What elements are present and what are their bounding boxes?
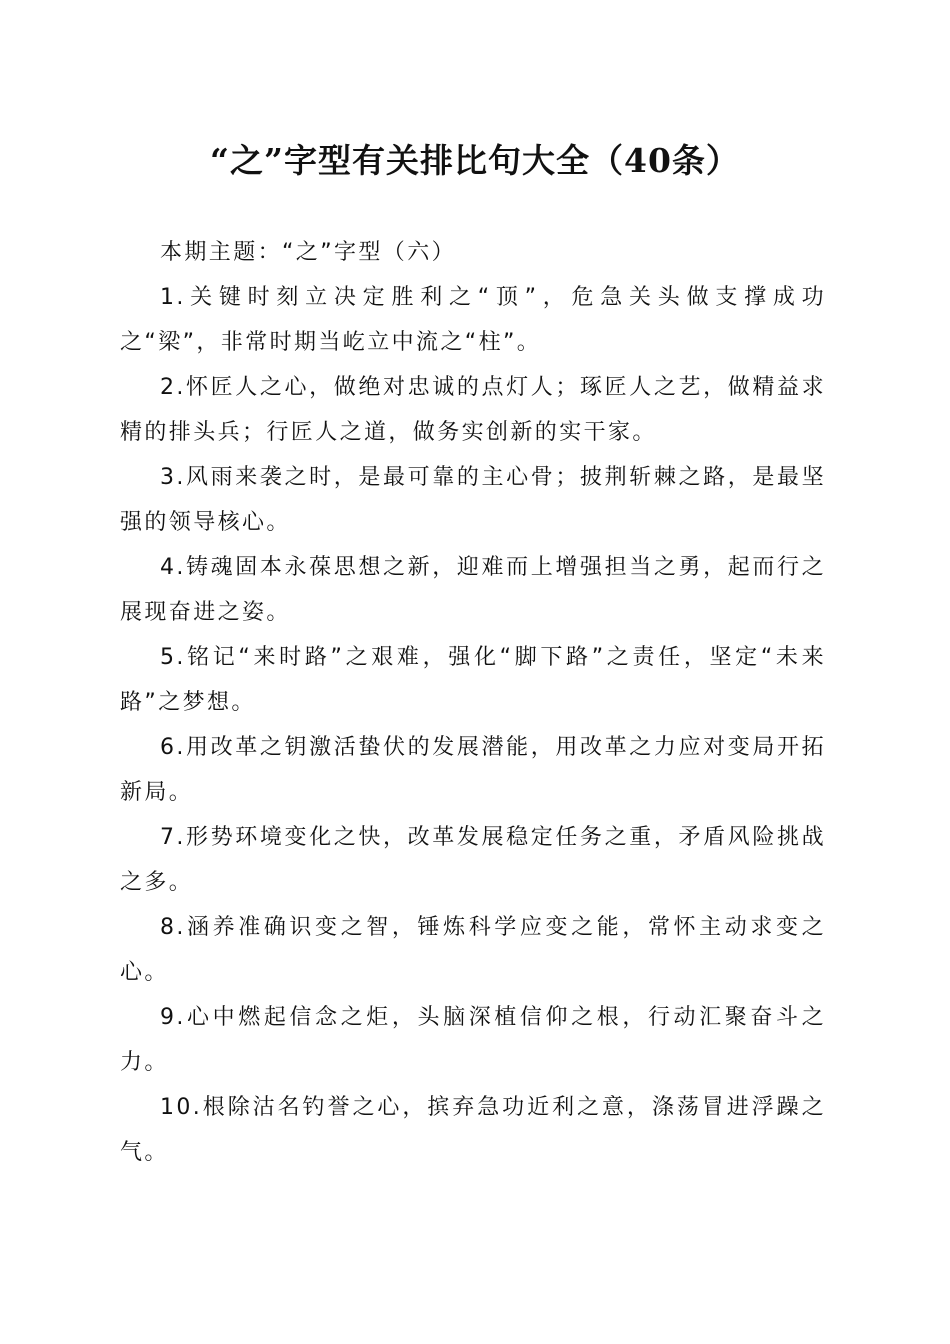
document-body: [120, 230, 826, 1175]
list-item: 8.涵养准确识变之智，锤炼科学应变之能，常怀主动求变之心。: [120, 915, 826, 985]
list-item: 5.铭记“来时路”之艰难，强化“脚下路”之责任，坚定“未来路”之梦想。: [120, 645, 826, 715]
document-title: “之”字型有关排比句大全（40条）: [210, 141, 740, 180]
list-item: 7.形势环境变化之快，改革发展稳定任务之重，矛盾风险挑战之多。: [120, 825, 826, 895]
list-item: 4.铸魂固本永葆思想之新，迎难而上增强担当之勇，起而行之展现奋进之姿。: [120, 555, 826, 625]
theme-line: 本期主题：“之”字型（六）: [160, 240, 456, 265]
list-item: 10.根除沽名钓誉之心，摈弃急功近利之意，涤荡冒进浮躁之气。: [120, 1095, 826, 1165]
list-item: 3.风雨来袭之时，是最可靠的主心骨；披荆斩棘之路，是最坚强的领导核心。: [120, 465, 826, 535]
list-item: 6.用改革之钥激活蛰伏的发展潜能，用改革之力应对变局开拓新局。: [120, 735, 826, 805]
list-item: 1.关键时刻立决定胜利之“顶”，危急关头做支撑成功之“梁”，非常时期当屹立中流之“柱”。: [120, 285, 826, 355]
list-item: 2.怀匠人之心，做绝对忠诚的点灯人；琢匠人之艺，做精益求精的排头兵；行匠人之道，做务实创新的实干家。: [120, 375, 826, 445]
list-item: 9.心中燃起信念之炬，头脑深植信仰之根，行动汇聚奋斗之力。: [120, 1005, 826, 1075]
